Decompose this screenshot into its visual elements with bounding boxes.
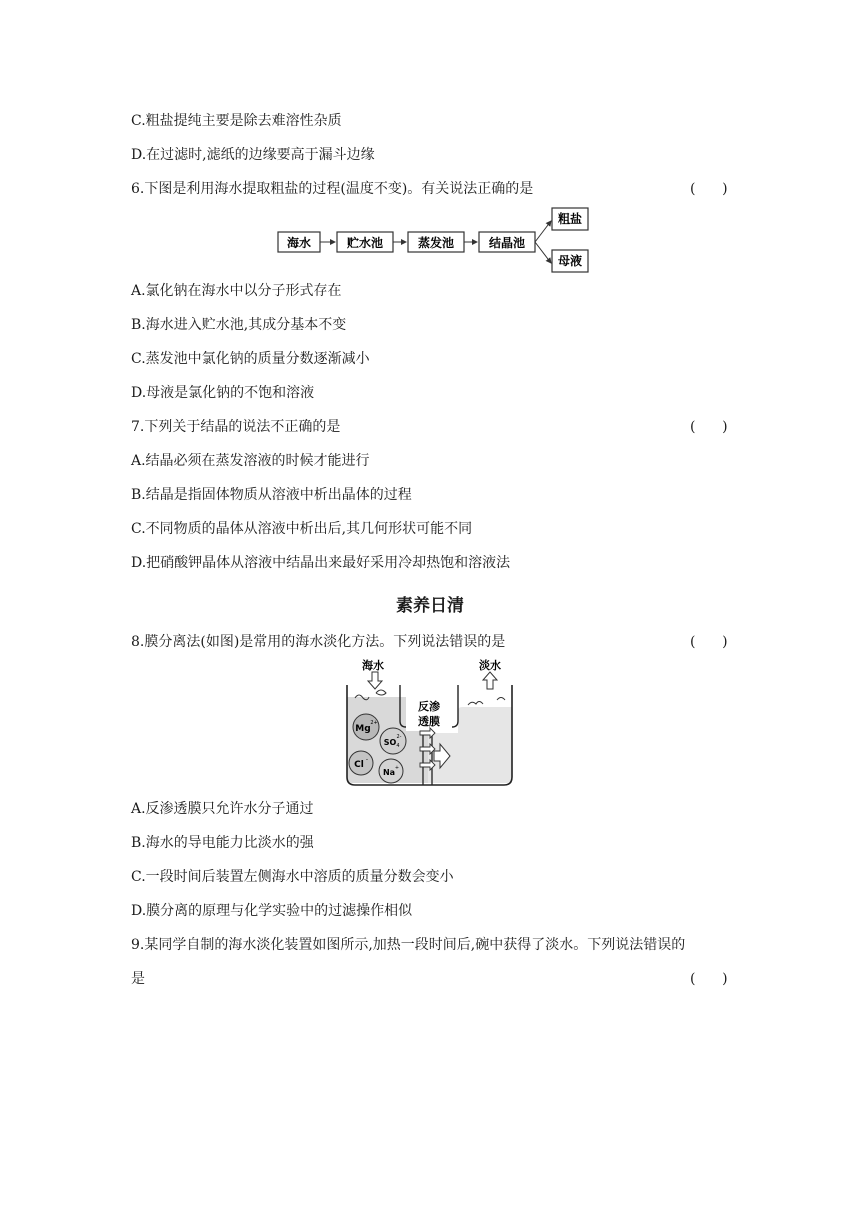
q8-option-d: D.膜分离的原理与化学实验中的过滤操作相似 <box>131 903 413 919</box>
q6-answer-paren: ( ) <box>690 181 728 197</box>
seawater-label: 海水 <box>362 659 384 672</box>
q7-option-d: D.把硝酸钾晶体从溶液中结晶出来最好采用冷却热饱和溶液法 <box>131 555 511 571</box>
q9-stem-line1: 9.某同学自制的海水淡化装置如图所示,加热一段时间后,碗中获得了淡水。下列说法错误的 <box>131 937 686 953</box>
ion-so4-sub: 4 <box>396 743 400 749</box>
q8-answer-paren: ( ) <box>690 634 728 650</box>
q6-option-c: C.蒸发池中氯化钠的质量分数逐渐减小 <box>131 351 370 367</box>
q8-option-a: A.反渗透膜只允许水分子通过 <box>131 801 314 817</box>
q8-option-b: B.海水的导电能力比淡水的强 <box>131 835 314 851</box>
box-crystallization-label: 结晶池 <box>488 236 526 250</box>
membrane-label-1: 反渗 <box>418 700 440 713</box>
section-title: 素养日清 <box>396 596 464 616</box>
ion-na: Na <box>382 768 396 777</box>
q6-option-a: A.氯化钠在海水中以分子形式存在 <box>131 283 342 299</box>
q7-answer-paren: ( ) <box>690 419 728 435</box>
q6-option-d: D.母液是氯化钠的不饱和溶液 <box>131 385 315 401</box>
q7-stem: 7.下列关于结晶的说法不正确的是 <box>131 419 341 435</box>
box-evaporation-label: 蒸发池 <box>417 236 455 250</box>
q7-option-a: A.结晶必须在蒸发溶液的时候才能进行 <box>131 453 370 469</box>
ion-cl-charge: - <box>365 756 369 763</box>
ion-so4: SO <box>383 738 397 747</box>
q8-stem: 8.膜分离法(如图)是常用的海水淡化方法。下列说法错误的是 <box>131 634 506 650</box>
box-crude-salt-label: 粗盐 <box>557 212 583 226</box>
q9-stem-line2: 是 <box>131 971 145 987</box>
box-seawater-label: 海水 <box>286 236 312 250</box>
q5-option-c: C.粗盐提纯主要是除去难溶性杂质 <box>131 113 342 129</box>
box-reservoir-label: 贮水池 <box>346 236 384 250</box>
box-mother-liquor-label: 母液 <box>557 254 583 268</box>
ion-so4-charge: 2- <box>396 734 402 740</box>
q6-stem: 6.下图是利用海水提取粗盐的过程(温度不变)。有关说法正确的是 <box>131 181 534 197</box>
q6-process-diagram <box>270 205 590 275</box>
q5-option-d: D.在过滤时,滤纸的边缘要高于漏斗边缘 <box>131 147 375 163</box>
q6-option-b: B.海水进入贮水池,其成分基本不变 <box>131 317 347 333</box>
ion-mg-charge: 2+ <box>370 720 378 726</box>
q9-answer-paren: ( ) <box>690 971 728 987</box>
membrane-label-2: 透膜 <box>418 715 440 728</box>
freshwater-label: 淡水 <box>479 659 501 672</box>
ion-mg: Mg <box>355 724 371 734</box>
q7-option-b: B.结晶是指固体物质从溶液中析出晶体的过程 <box>131 487 412 503</box>
q8-membrane-diagram <box>340 655 520 790</box>
q7-option-c: C.不同物质的晶体从溶液中析出后,其几何形状可能不同 <box>131 521 473 537</box>
q8-option-c: C.一段时间后装置左侧海水中溶质的质量分数会变小 <box>131 869 454 885</box>
ion-cl: Cl <box>354 760 364 770</box>
down-arrow-icon <box>368 672 382 689</box>
ion-na-charge: + <box>394 765 400 771</box>
up-arrow-icon <box>483 672 497 689</box>
